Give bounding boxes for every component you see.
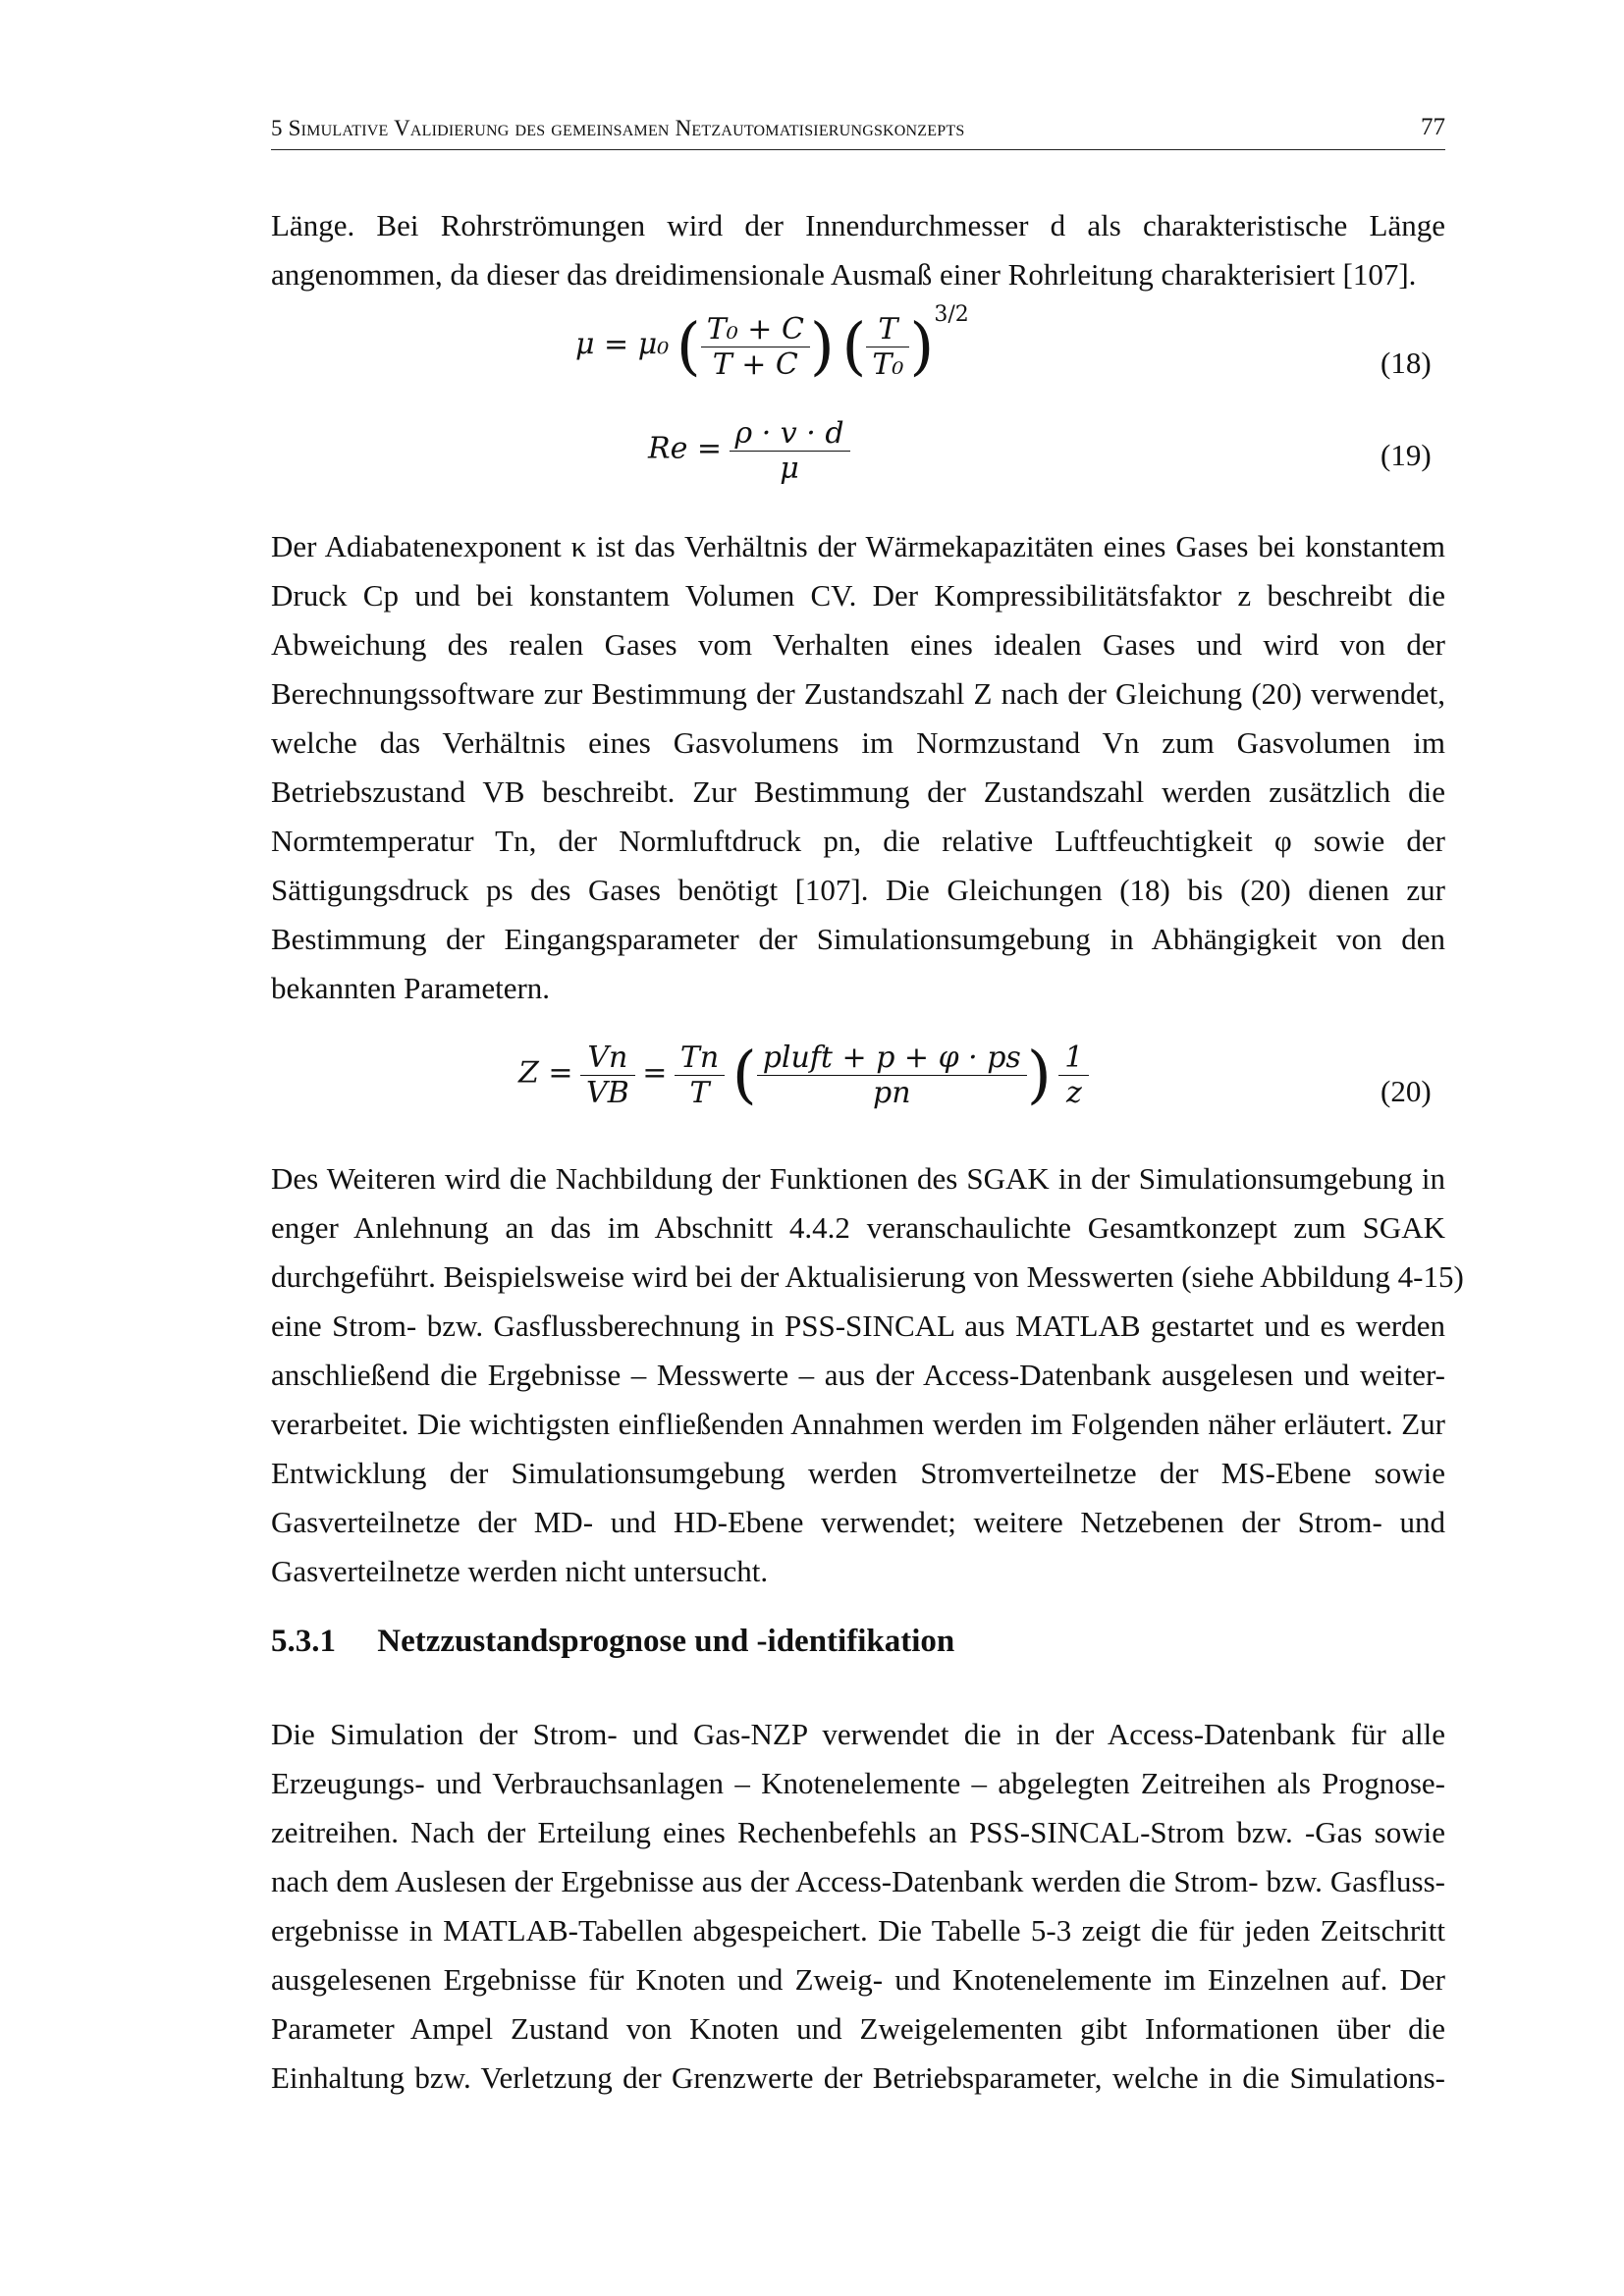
eq20-frac4-denominator: z xyxy=(1065,1076,1082,1110)
eq20-frac1-numerator: Vn xyxy=(580,1041,635,1076)
equation-number-19: (19) xyxy=(1380,438,1432,472)
text-line: ergebnisse in MATLAB-Tabellen abgespeichert. Die Tabelle 5-3 zeigt die für jeden Zeitschritt xyxy=(271,1913,1445,1948)
eq19-fraction xyxy=(730,416,850,486)
text-line: eine Strom- bzw. Gasflussberechnung in PSS-SINCAL aus MATLAB gestartet und es werden xyxy=(271,1308,1445,1343)
eq18-exponent: 3/2 xyxy=(934,302,969,328)
text-line: zeitreihen. Nach der Erteilung eines Rechenbefehls an PSS-SINCAL-Strom bzw. -Gas sowie xyxy=(271,1815,1445,1849)
text-line: Parameter Ampel Zustand von Knoten und Zweigelementen gibt Informationen über die xyxy=(271,2011,1445,2046)
text-line: anschließend die Ergebnisse – Messwerte – aus der Access-Datenbank ausgelesen und weiter- xyxy=(271,1358,1445,1392)
section-number: 5.3.1 xyxy=(271,1624,336,1659)
eq20-frac1-denominator: VB xyxy=(586,1076,629,1110)
text-line: angenommen, da dieser das dreidimensionale Ausmaß einer Rohrleitung charakterisiert [107]. xyxy=(271,257,1417,292)
text-line: Des Weiteren wird die Nachbildung der Funktionen des SGAK in der Simulationsumgebung in xyxy=(271,1161,1445,1196)
text-line: Berechnungssoftware zur Bestimmung der Zustandszahl Z nach der Gleichung (20) verwendet, xyxy=(271,676,1445,711)
eq18-lhs: μ = μ₀ xyxy=(575,327,670,362)
eq19-denominator: μ xyxy=(780,452,799,486)
equation-number-20: (20) xyxy=(1380,1074,1432,1108)
text-line: nach dem Auslesen der Ergebnisse aus der Access-Datenbank werden die Strom- bzw. Gasfluss- xyxy=(271,1864,1445,1898)
text-line: durchgeführt. Beispielsweise wird bei der Aktualisierung von Messwerten (siehe Abbildung 4-15) xyxy=(271,1259,1464,1294)
page-number: 77 xyxy=(1421,114,1445,140)
text-line: Einhaltung bzw. Verletzung der Grenzwerte der Betriebsparameter, welche in die Simulations- xyxy=(271,2060,1445,2095)
equation-20: Z = $\frac{Vn}{VB}$ = $\frac{Tn}{T}$ ( $\frac{\text{pluft + p + φ · ps}}{pn}$ ) $\frac{1}{z}$ xyxy=(518,1041,1089,1110)
eq19-lhs: Re = xyxy=(648,431,723,466)
text-line: Entwicklung der Simulationsumgebung werden Stromverteilnetze der MS-Ebene sowie xyxy=(271,1456,1445,1490)
text-line: Bestimmung der Eingangsparameter der Simulationsumgebung in Abhängigkeit von den xyxy=(271,922,1445,956)
eq20-frac3-numerator: pluft + p + φ · ps xyxy=(757,1041,1027,1076)
text-line: Erzeugungs- und Verbrauchsanlagen – Knotenelemente – abgelegten Zeitreihen als Prognose- xyxy=(271,1766,1445,1800)
text-line: welche das Verhältnis eines Gasvolumens im Normzustand Vn zum Gasvolumen im xyxy=(271,725,1445,760)
paragraph-sgak xyxy=(271,1154,1464,1596)
eq19-numerator: ρ · v · d xyxy=(730,416,850,452)
eq20-fraction-4 xyxy=(1058,1041,1089,1110)
eq20-equals: = xyxy=(642,1055,668,1091)
text-line: enger Anlehnung an das im Abschnitt 4.4.2 veranschaulichte Gesamtkonzept zum SGAK xyxy=(271,1210,1445,1245)
eq18-frac1-denominator: T + C xyxy=(712,347,798,382)
eq20-frac2-numerator: Tn xyxy=(675,1041,725,1076)
text-line: ausgelesenen Ergebnisse für Knoten und Zweig- und Knotenelemente im Einzelnen auf. Der xyxy=(271,1962,1445,1997)
eq18-frac2-numerator: T xyxy=(866,312,909,347)
eq20-frac4-numerator: 1 xyxy=(1058,1041,1089,1076)
eq20-fraction-2 xyxy=(675,1041,725,1110)
eq18-fraction-1 xyxy=(701,312,810,382)
equation-19 xyxy=(648,416,850,486)
eq20-lhs: Z = xyxy=(518,1055,573,1091)
eq18-frac2-denominator: T₀ xyxy=(872,347,904,382)
paragraph-adiabatic xyxy=(271,522,1445,1013)
text-line: Die Simulation der Strom- und Gas-NZP verwendet die in der Access-Datenbank für alle xyxy=(271,1717,1445,1751)
eq20-frac2-denominator: T xyxy=(689,1076,710,1110)
eq20-fraction-3 xyxy=(757,1041,1027,1110)
eq20-frac3-denominator: pn xyxy=(873,1076,911,1110)
text-line: Abweichung des realen Gases vom Verhalten eines idealen Gases und wird von der xyxy=(271,627,1445,662)
text-line: Normtemperatur Tn, der Normluftdruck pn, die relative Luftfeuchtigkeit φ sowie der xyxy=(271,824,1445,858)
running-header xyxy=(271,110,1445,150)
eq18-fraction-2 xyxy=(866,312,909,382)
text-line: Sättigungsdruck ps des Gases benötigt [107]. Die Gleichungen (18) bis (20) dienen zur xyxy=(271,873,1445,907)
equation-number-18: (18) xyxy=(1380,346,1432,380)
text-line: Gasverteilnetze der MD- und HD-Ebene verwendet; weitere Netzebenen der Strom- und xyxy=(271,1505,1445,1539)
text-line: bekannten Parametern. xyxy=(271,971,551,1005)
text-line: Druck Cp und bei konstantem Volumen CV. Der Kompressibilitätsfaktor z beschreibt die xyxy=(271,578,1445,613)
text-line: Länge. Bei Rohrströmungen wird der Innendurchmesser d als charakteristische Länge xyxy=(271,208,1445,242)
eq18-frac1-numerator: T₀ + C xyxy=(701,312,810,347)
text-line: Der Adiabatenexponent κ ist das Verhältnis der Wärmekapazitäten eines Gases bei konstantem xyxy=(271,529,1445,563)
running-header-title: 5 Simulative Validierung des gemeinsamen Netzautomatisierungskonzepts xyxy=(271,116,965,140)
section-title: Netzzustandsprognose und -identifikation xyxy=(377,1624,955,1659)
section-heading xyxy=(271,1624,954,1660)
eq20-fraction-1 xyxy=(580,1041,635,1110)
text-line: Gasverteilnetze werden nicht untersucht. xyxy=(271,1554,769,1588)
paragraph-simulation xyxy=(271,1710,1445,2103)
text-line: Betriebszustand VB beschreibt. Zur Bestimmung der Zustandszahl werden zusätzlich die xyxy=(271,774,1445,809)
paragraph-intro xyxy=(271,201,1445,299)
equation-18: μ = μ₀ ( $\frac{\text{T₀ + C}}{T + C}$ ) ( $\frac{T}{\text{T₀}}$ )$^{3/2}$ xyxy=(575,302,969,384)
text-line: verarbeitet. Die wichtigsten einfließenden Annahmen werden im Folgenden näher erläutert. Zur xyxy=(271,1407,1445,1441)
